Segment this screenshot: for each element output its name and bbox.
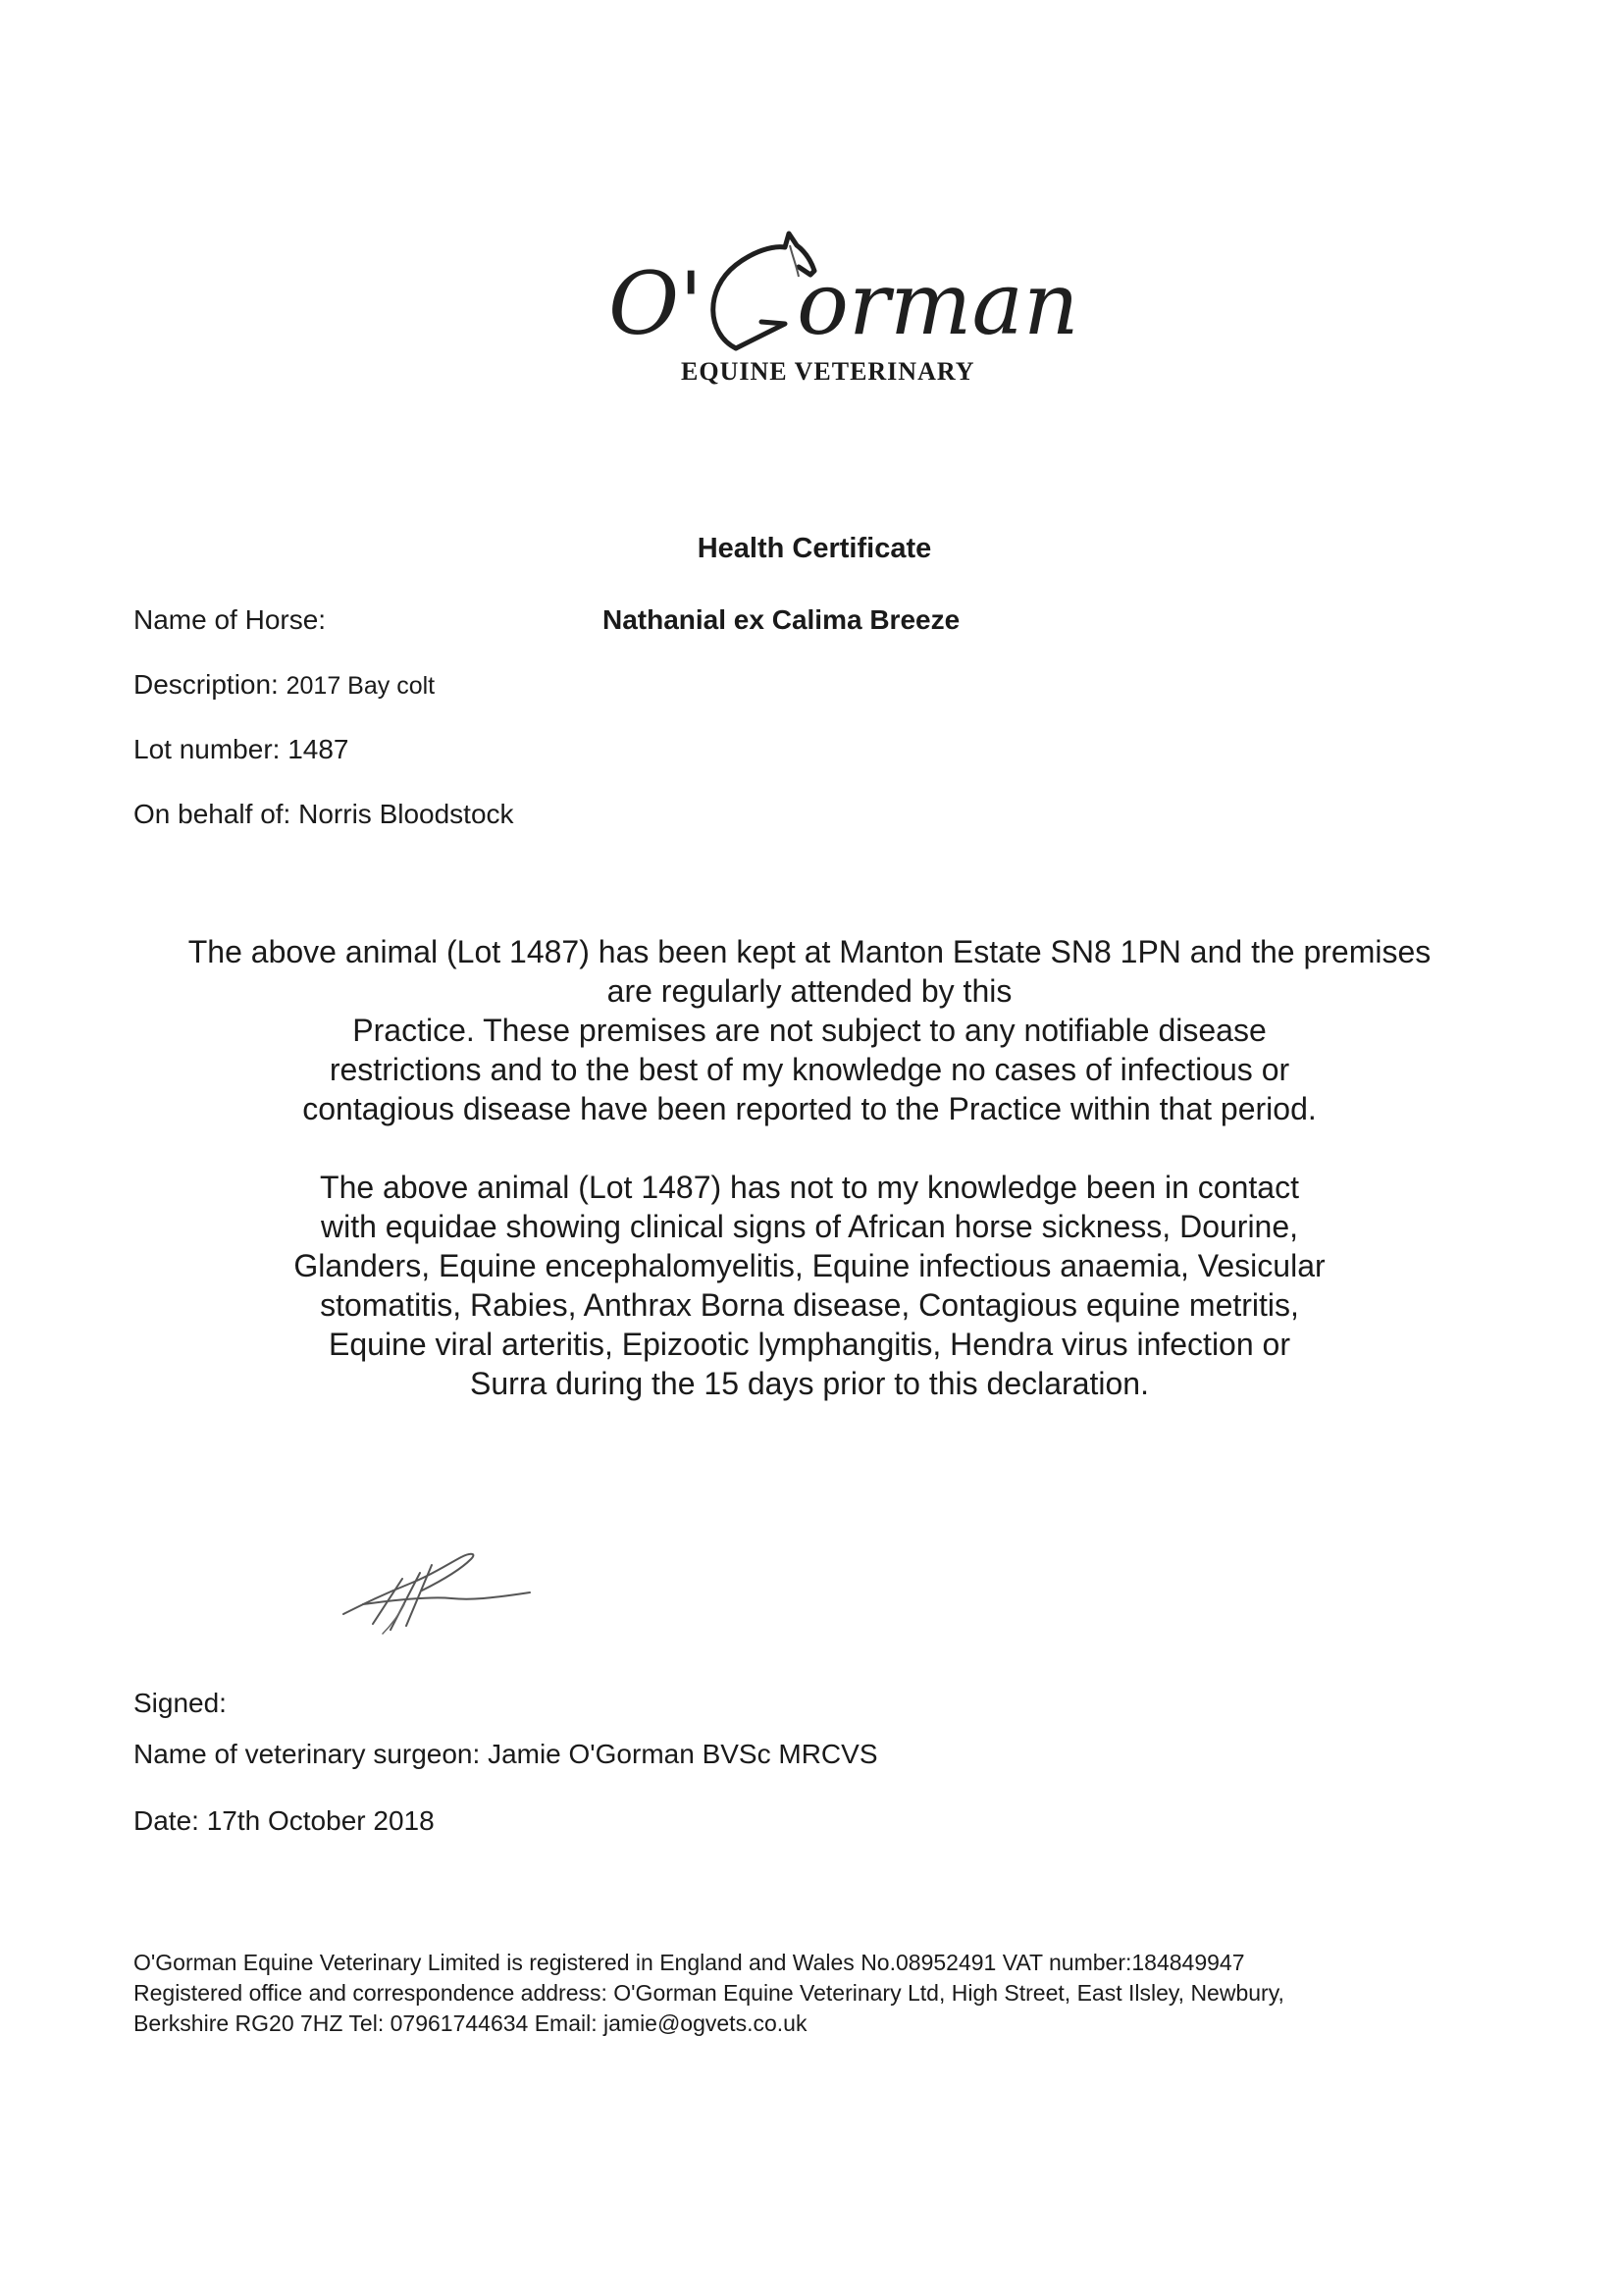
declaration-paragraph-premises <box>98 932 1521 1128</box>
paragraph-line: Glanders, Equine encephalomyelitis, Equine infectious anaemia, Vesicular <box>293 1248 1326 1283</box>
surgeon-field <box>133 1739 878 1770</box>
paragraph-line: with equidae showing clinical signs of African horse sickness, Dourine, <box>320 1209 1299 1244</box>
on-behalf-field <box>133 799 514 830</box>
paragraph-line: are regularly attended by this <box>606 973 1013 1009</box>
paragraph-line: Practice. These premises are not subject to any notifiable disease <box>352 1013 1267 1048</box>
lot-number-field <box>133 734 349 765</box>
svg-text:orman: orman <box>797 253 1079 354</box>
lot-number-value: 1487 <box>287 734 349 764</box>
footer-line: Registered office and correspondence address: O'Gorman Equine Veterinary Ltd, High Street, East Ilsley, Newbury, <box>133 1980 1284 2006</box>
paragraph-line: contagious disease have been reported to the Practice within that period. <box>302 1091 1317 1126</box>
surgeon-value: Jamie O'Gorman BVSc MRCVS <box>488 1739 878 1769</box>
paragraph-line: Equine viral arteritis, Epizootic lymphangitis, Hendra virus infection or <box>329 1327 1290 1362</box>
date-field <box>133 1805 435 1837</box>
description-label: Description: <box>133 669 279 700</box>
lot-number-label: Lot number: <box>133 734 281 764</box>
description-field <box>133 669 435 701</box>
surgeon-label: Name of veterinary surgeon: <box>133 1739 481 1769</box>
paragraph-line: Surra during the 15 days prior to this declaration. <box>470 1366 1149 1401</box>
signature-icon <box>324 1536 549 1644</box>
horse-name-value: Nathanial ex Calima Breeze <box>602 604 961 635</box>
on-behalf-value: Norris Bloodstock <box>298 799 514 829</box>
svg-text:O': O' <box>608 253 704 354</box>
company-registration-footer <box>133 1948 1284 2039</box>
description-value: 2017 Bay colt <box>286 672 436 700</box>
signed-label: Signed: <box>133 1688 227 1718</box>
footer-line: O'Gorman Equine Veterinary Limited is registered in England and Wales No.08952491 VAT number:184849947 <box>133 1950 1245 1975</box>
date-value: 17th October 2018 <box>206 1805 435 1836</box>
date-label: Date: <box>133 1805 199 1836</box>
footer-line: Berkshire RG20 7HZ Tel: 07961744634 Email: jamie@ogvets.co.uk <box>133 2010 808 2036</box>
horse-name-label: Name of Horse: <box>133 604 327 635</box>
paragraph-line: The above animal (Lot 1487) has not to my knowledge been in contact <box>320 1170 1299 1205</box>
paragraph-line: The above animal (Lot 1487) has been kept at Manton Estate SN8 1PN and the premises <box>187 934 1432 969</box>
page-title: Health Certificate <box>697 533 932 564</box>
declaration-paragraph-contact <box>98 1168 1521 1403</box>
paragraph-line: restrictions and to the best of my knowledge no cases of infectious or <box>329 1052 1290 1087</box>
logo-subtitle: EQUINE VETERINARY <box>681 357 975 386</box>
paragraph-line: stomatitis, Rabies, Anthrax Borna disease, Contagious equine metritis, <box>320 1287 1299 1323</box>
on-behalf-label: On behalf of: <box>133 799 291 829</box>
